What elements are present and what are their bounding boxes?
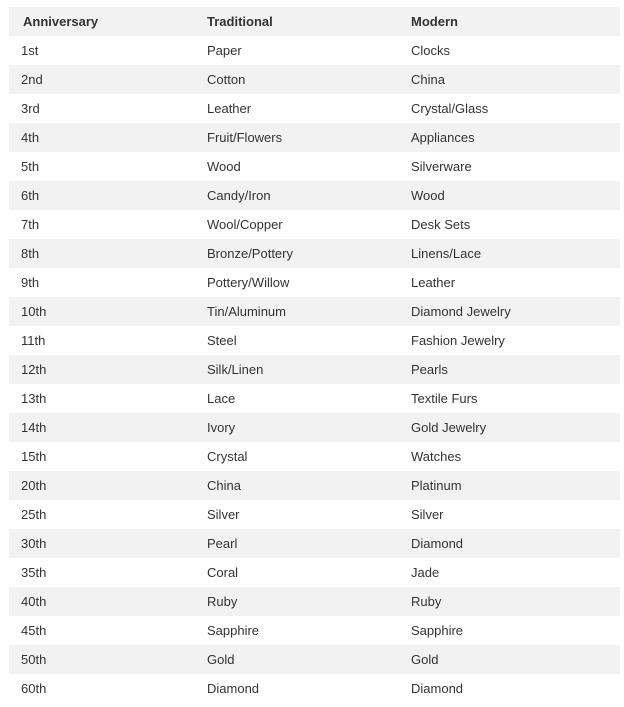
header-traditional: Traditional bbox=[207, 14, 273, 29]
cell-modern: Diamond bbox=[411, 681, 464, 696]
cell-traditional: Lace bbox=[207, 391, 236, 406]
cell-anniversary: 45th bbox=[21, 623, 47, 638]
cell-anniversary: 1st bbox=[21, 43, 39, 58]
table-row bbox=[9, 442, 620, 471]
cell-anniversary: 50th bbox=[21, 652, 47, 667]
cell-traditional: Steel bbox=[207, 333, 237, 348]
cell-modern: Appliances bbox=[411, 130, 475, 145]
cell-anniversary: 5th bbox=[21, 159, 40, 174]
cell-traditional: Fruit/Flowers bbox=[207, 130, 283, 145]
cell-modern: Diamond bbox=[411, 536, 464, 551]
cell-anniversary: 30th bbox=[21, 536, 47, 551]
cell-modern: Sapphire bbox=[411, 623, 464, 638]
table-row bbox=[9, 645, 620, 674]
cell-anniversary: 8th bbox=[21, 246, 40, 261]
cell-modern: Platinum bbox=[411, 478, 462, 493]
cell-anniversary: 10th bbox=[21, 304, 47, 319]
table-row bbox=[9, 500, 620, 529]
cell-traditional: Leather bbox=[207, 101, 252, 116]
cell-traditional: Tin/Aluminum bbox=[207, 304, 286, 319]
cell-anniversary: 15th bbox=[21, 449, 47, 464]
cell-traditional: Gold bbox=[207, 652, 235, 667]
cell-anniversary: 2nd bbox=[21, 72, 43, 87]
cell-modern: Wood bbox=[411, 188, 445, 203]
cell-modern: Silver bbox=[411, 507, 444, 522]
cell-anniversary: 25th bbox=[21, 507, 47, 522]
cell-modern: Linens/Lace bbox=[411, 246, 482, 261]
cell-traditional: Pearl bbox=[207, 536, 238, 551]
cell-traditional: Cotton bbox=[207, 72, 246, 87]
table-row bbox=[9, 471, 620, 500]
table-row bbox=[9, 210, 620, 239]
cell-traditional: China bbox=[207, 478, 241, 493]
cell-anniversary: 4th bbox=[21, 130, 40, 145]
cell-anniversary: 35th bbox=[21, 565, 47, 580]
cell-modern: Pearls bbox=[411, 362, 448, 377]
table-row bbox=[9, 181, 620, 210]
cell-traditional: Wood bbox=[207, 159, 241, 174]
table-row bbox=[9, 326, 620, 355]
cell-modern: China bbox=[411, 72, 445, 87]
cell-traditional: Bronze/Pottery bbox=[207, 246, 293, 261]
table-row bbox=[9, 529, 620, 558]
table-row bbox=[9, 558, 620, 587]
cell-modern: Ruby bbox=[411, 594, 442, 609]
cell-anniversary: 60th bbox=[21, 681, 47, 696]
header-anniversary: Anniversary bbox=[23, 14, 99, 29]
table-row bbox=[9, 268, 620, 297]
cell-traditional: Sapphire bbox=[207, 623, 260, 638]
cell-modern: Watches bbox=[411, 449, 462, 464]
cell-traditional: Paper bbox=[207, 43, 242, 58]
cell-modern: Desk Sets bbox=[411, 217, 471, 232]
cell-traditional: Ivory bbox=[207, 420, 236, 435]
cell-anniversary: 11th bbox=[21, 333, 46, 348]
cell-modern: Fashion Jewelry bbox=[411, 333, 505, 348]
table-row bbox=[9, 297, 620, 326]
cell-modern: Jade bbox=[411, 565, 440, 580]
table-row bbox=[9, 674, 620, 703]
cell-traditional: Silver bbox=[207, 507, 240, 522]
cell-anniversary: 9th bbox=[21, 275, 40, 290]
table-row bbox=[9, 36, 620, 65]
cell-anniversary: 14th bbox=[21, 420, 47, 435]
table-body bbox=[9, 36, 620, 703]
cell-modern: Clocks bbox=[411, 43, 451, 58]
table-row bbox=[9, 616, 620, 645]
header-modern: Modern bbox=[411, 14, 458, 29]
cell-anniversary: 20th bbox=[21, 478, 47, 493]
cell-traditional: Candy/Iron bbox=[207, 188, 271, 203]
cell-anniversary: 40th bbox=[21, 594, 47, 609]
table-row bbox=[9, 152, 620, 181]
cell-modern: Crystal/Glass bbox=[411, 101, 489, 116]
cell-anniversary: 13th bbox=[21, 391, 47, 406]
table-row bbox=[9, 65, 620, 94]
table-row bbox=[9, 355, 620, 384]
table-row bbox=[9, 239, 620, 268]
table-row bbox=[9, 587, 620, 616]
cell-traditional: Crystal bbox=[207, 449, 248, 464]
cell-anniversary: 12th bbox=[21, 362, 47, 377]
cell-modern: Diamond Jewelry bbox=[411, 304, 511, 319]
cell-traditional: Ruby bbox=[207, 594, 238, 609]
cell-modern: Silverware bbox=[411, 159, 472, 174]
cell-traditional: Silk/Linen bbox=[207, 362, 264, 377]
anniversary-gift-table bbox=[9, 7, 620, 703]
table-header-row bbox=[9, 7, 620, 36]
cell-traditional: Wool/Copper bbox=[207, 217, 283, 232]
cell-traditional: Coral bbox=[207, 565, 239, 580]
cell-traditional: Pottery/Willow bbox=[207, 275, 290, 290]
table-row bbox=[9, 123, 620, 152]
cell-traditional: Diamond bbox=[207, 681, 260, 696]
table-row bbox=[9, 384, 620, 413]
cell-modern: Gold bbox=[411, 652, 439, 667]
cell-modern: Leather bbox=[411, 275, 456, 290]
table-row bbox=[9, 94, 620, 123]
table-row bbox=[9, 413, 620, 442]
cell-anniversary: 3rd bbox=[21, 101, 40, 116]
cell-anniversary: 7th bbox=[21, 217, 40, 232]
cell-anniversary: 6th bbox=[21, 188, 40, 203]
cell-modern: Textile Furs bbox=[411, 391, 478, 406]
cell-modern: Gold Jewelry bbox=[411, 420, 487, 435]
